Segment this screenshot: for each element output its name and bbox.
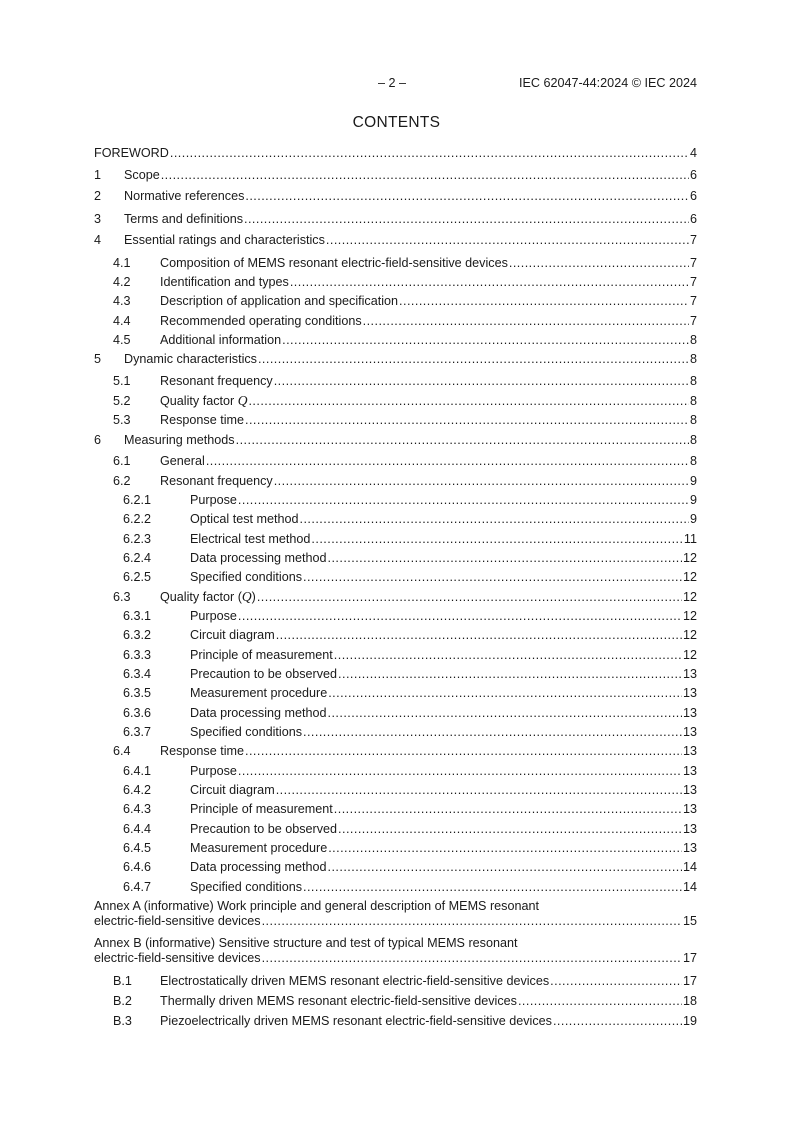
toc-entry-page: 13 <box>682 783 697 797</box>
toc-entry-number: 4.5 <box>113 333 131 347</box>
toc-entry-page: 8 <box>689 394 697 408</box>
toc-entry-number: B.3 <box>113 1014 132 1028</box>
toc-entry-number: 5.3 <box>113 413 131 427</box>
toc-entry-number: 6.3.6 <box>123 706 152 720</box>
dot-leader <box>206 453 689 469</box>
toc-entry-number: 6.2.5 <box>123 570 152 584</box>
dot-leader <box>303 724 682 740</box>
dot-leader <box>328 705 682 721</box>
toc-entry-title <box>190 627 275 643</box>
toc-entry-title-text: Additional information <box>160 333 282 347</box>
dot-leader <box>363 313 689 329</box>
toc-entry-title <box>160 373 273 389</box>
toc-entry[interactable] <box>123 511 697 527</box>
toc-entry-number: 6.4.4 <box>123 822 152 836</box>
toc-entry-page: 9 <box>689 474 697 488</box>
dot-leader <box>170 145 689 161</box>
toc-entry-page: 12 <box>682 628 697 642</box>
toc-entry-title-text: Response time <box>160 744 244 758</box>
toc-entry-title <box>190 724 302 740</box>
contents-title: CONTENTS <box>352 114 441 131</box>
toc-entry-title <box>160 453 205 469</box>
toc-entry-page: 4 <box>689 146 697 160</box>
toc-entry-title <box>124 232 325 248</box>
toc-entry-number: 6.4 <box>113 744 131 758</box>
toc-entry-page: 15 <box>682 914 697 928</box>
toc-entry[interactable] <box>113 473 697 489</box>
toc-entry-title <box>160 1013 552 1029</box>
toc-entry-page: 7 <box>689 294 697 308</box>
toc-entry-number: 2 <box>94 189 102 203</box>
toc-entry-title <box>94 913 261 929</box>
toc-entry-number: 6.3.5 <box>123 686 152 700</box>
toc-entry-page: 13 <box>682 686 697 700</box>
toc-entry[interactable] <box>113 393 697 409</box>
toc-entry-title <box>190 840 327 856</box>
toc-entry-title <box>160 332 281 348</box>
toc-entry-title-text: Purpose <box>190 764 237 778</box>
dot-leader <box>236 432 689 448</box>
dot-leader <box>300 511 689 527</box>
dot-leader <box>550 973 682 989</box>
toc-entry[interactable] <box>94 351 697 367</box>
toc-entry-title-text: Quality factor <box>160 394 238 408</box>
toc-entry-number: 6.4.5 <box>123 841 152 855</box>
toc-entry-number: 6.2.4 <box>123 551 152 565</box>
toc-entry-number: 4.4 <box>113 314 131 328</box>
dot-leader <box>238 763 682 779</box>
toc-entry-title <box>124 167 160 183</box>
toc-entry-page: 8 <box>689 333 697 347</box>
toc-entry-page: 13 <box>682 841 697 855</box>
toc-entry-page: 6 <box>689 212 697 226</box>
toc-entry-page: 9 <box>689 512 697 526</box>
toc-entry-title-text: Resonant frequency <box>160 474 273 488</box>
dot-leader <box>276 627 682 643</box>
toc-entry-title <box>94 145 169 161</box>
toc-entry-title-text: Normative references <box>124 189 245 203</box>
toc-entry-title-text: General <box>160 454 205 468</box>
toc-entry-title <box>190 666 337 682</box>
toc-entry-title-text: Thermally driven MEMS resonant electric-field-sensitive devices <box>160 994 517 1008</box>
toc-entry-number: 6 <box>94 433 102 447</box>
toc-entry-page: 8 <box>689 374 697 388</box>
toc-entry[interactable] <box>123 782 697 798</box>
toc-entry-title-text: Specified conditions <box>190 725 303 739</box>
toc-entry-page: 18 <box>682 994 697 1008</box>
toc-entry[interactable] <box>113 453 697 469</box>
toc-entry[interactable] <box>113 332 697 348</box>
toc-entry[interactable] <box>113 973 697 989</box>
toc-entry-number: 6.3.7 <box>123 725 152 739</box>
toc-entry-title-text: Data processing method <box>190 860 327 874</box>
dot-leader <box>161 167 689 183</box>
toc-entry-number: 4.3 <box>113 294 131 308</box>
toc-entry-title <box>160 274 289 290</box>
toc-entry[interactable] <box>113 313 697 329</box>
toc-entry[interactable] <box>113 293 697 309</box>
toc-entry[interactable] <box>123 705 697 721</box>
toc-entry-page: 12 <box>682 590 697 604</box>
toc-entry-title-line1[interactable]: Annex A (informative) Work principle and general description of MEMS resonant <box>94 899 539 913</box>
toc-entry-number: 5.1 <box>113 374 131 388</box>
toc-entry-number: 6.3.2 <box>123 628 152 642</box>
dot-leader <box>238 492 689 508</box>
toc-entry-page: 12 <box>682 609 697 623</box>
dot-leader <box>257 589 682 605</box>
toc-entry[interactable] <box>123 550 697 566</box>
dot-leader <box>334 647 682 663</box>
toc-entry-title <box>190 685 327 701</box>
toc-entry-page: 19 <box>682 1014 697 1028</box>
toc-entry-title <box>160 473 273 489</box>
dot-leader <box>553 1013 682 1029</box>
toc-entry-page: 14 <box>682 860 697 874</box>
toc-entry[interactable] <box>123 627 697 643</box>
toc-entry-page: 12 <box>682 551 697 565</box>
toc-entry-number: 6.2 <box>113 474 131 488</box>
toc-entry[interactable] <box>123 531 697 547</box>
toc-entry-page: 17 <box>682 974 697 988</box>
dot-leader <box>290 274 689 290</box>
toc-entry[interactable] <box>94 188 697 204</box>
toc-entry-title-text: Circuit diagram <box>190 783 275 797</box>
toc-entry[interactable] <box>123 840 697 856</box>
toc-entry-page: 13 <box>682 744 697 758</box>
toc-entry-page: 7 <box>689 314 697 328</box>
dot-leader <box>244 211 689 227</box>
toc-entry-title-text: Measuring methods <box>124 433 235 447</box>
toc-entry-number: 5.2 <box>113 394 131 408</box>
toc-entry-title-suffix: ) <box>251 590 256 604</box>
toc-entry-number: 6.3.1 <box>123 609 152 623</box>
toc-entry-title <box>190 782 275 798</box>
toc-entry-title-text: Data processing method <box>190 551 327 565</box>
toc-entry-title <box>160 589 256 605</box>
toc-entry-page: 6 <box>689 189 697 203</box>
toc-entry-page: 14 <box>682 880 697 894</box>
dot-leader <box>274 373 689 389</box>
toc-entry-title <box>190 531 310 547</box>
toc-entry-title <box>190 511 299 527</box>
toc-entry-title-text: Electrical test method <box>190 532 311 546</box>
toc-entry-title-text: Identification and types <box>160 275 289 289</box>
toc-entry-page: 11 <box>683 532 697 546</box>
toc-entry-page: 17 <box>682 951 697 965</box>
toc-entry-title <box>160 393 247 409</box>
toc-entry[interactable] <box>94 950 697 966</box>
toc-entry-title-text: Dynamic characteristics <box>124 352 257 366</box>
toc-entry[interactable] <box>123 492 697 508</box>
toc-entry-title <box>190 705 327 721</box>
dot-leader <box>276 782 682 798</box>
toc-entry-page: 8 <box>689 454 697 468</box>
dot-leader <box>282 332 689 348</box>
toc-entry[interactable] <box>94 913 697 929</box>
toc-entry-title-text: Specified conditions <box>190 570 303 584</box>
toc-entry-title-text: Purpose <box>190 609 237 623</box>
toc-entry[interactable] <box>113 373 697 389</box>
toc-entry-title <box>160 293 398 309</box>
toc-entry[interactable] <box>94 232 697 248</box>
toc-entry-number: 6.2.3 <box>123 532 152 546</box>
toc-entry-number: B.1 <box>113 974 132 988</box>
toc-entry-title <box>124 351 257 367</box>
toc-entry-title-text: Specified conditions <box>190 880 303 894</box>
toc-entry-title <box>190 647 333 663</box>
toc-entry-title-text: Purpose <box>190 493 237 507</box>
toc-entry-title <box>160 743 244 759</box>
toc-entry-title <box>190 859 327 875</box>
toc-entry-title-text: Description of application and specification <box>160 294 399 308</box>
toc-entry-title-text: Response time <box>160 413 244 427</box>
toc-entry-page: 13 <box>682 706 697 720</box>
toc-entry-title-text: Recommended operating conditions <box>160 314 362 328</box>
toc-entry-page: 13 <box>682 667 697 681</box>
toc-entry[interactable] <box>113 1013 697 1029</box>
toc-entry[interactable] <box>123 879 697 895</box>
toc-entry-page: 13 <box>682 822 697 836</box>
toc-entry-title <box>160 412 244 428</box>
toc-entry-page: 7 <box>689 233 697 247</box>
toc-entry-number: 4 <box>94 233 102 247</box>
toc-entry-page: 9 <box>689 493 697 507</box>
dot-leader <box>399 293 689 309</box>
toc-entry-title-text: Circuit diagram <box>190 628 275 642</box>
dot-leader <box>311 531 683 547</box>
dot-leader <box>238 608 682 624</box>
dot-leader <box>326 232 689 248</box>
toc-entry-title <box>124 432 235 448</box>
dot-leader <box>303 569 682 585</box>
toc-entry[interactable] <box>113 743 697 759</box>
toc-entry[interactable] <box>123 859 697 875</box>
toc-entry-title <box>94 950 261 966</box>
toc-entry[interactable] <box>123 801 697 817</box>
toc-entry-title-text: Measurement procedure <box>190 841 328 855</box>
toc-entry-number: 5 <box>94 352 102 366</box>
toc-entry[interactable] <box>123 647 697 663</box>
toc-entry[interactable] <box>113 993 697 1009</box>
toc-entry-page: 7 <box>689 256 697 270</box>
toc-entry-title-text: Terms and definitions <box>124 212 244 226</box>
toc-entry-number: 6.2.2 <box>123 512 152 526</box>
dot-leader <box>328 840 682 856</box>
toc-entry[interactable] <box>123 763 697 779</box>
toc-entry[interactable] <box>123 608 697 624</box>
dot-leader <box>248 393 689 409</box>
quality-factor-symbol: Q <box>241 589 252 604</box>
dot-leader <box>328 685 682 701</box>
toc-entry[interactable] <box>123 685 697 701</box>
toc-entry-number: 6.2.1 <box>123 493 152 507</box>
toc-entry-page: 8 <box>689 433 697 447</box>
dot-leader <box>328 859 682 875</box>
toc-entry-page: 12 <box>682 648 697 662</box>
toc-entry-title-text: Optical test method <box>190 512 299 526</box>
toc-entry-title-text: FOREWORD <box>94 146 169 160</box>
toc-entry[interactable] <box>113 589 697 605</box>
toc-entry-page: 8 <box>689 352 697 366</box>
quality-factor-symbol: Q <box>237 393 248 408</box>
toc-entry-title <box>124 188 244 204</box>
dot-leader <box>258 351 689 367</box>
toc-entry-number: 1 <box>94 168 102 182</box>
toc-entry-title <box>190 763 237 779</box>
page-number: – 2 – <box>378 76 407 90</box>
toc-entry[interactable] <box>113 412 697 428</box>
toc-entry-title <box>124 211 243 227</box>
dot-leader <box>518 993 682 1009</box>
dot-leader <box>328 550 682 566</box>
toc-entry-number: 6.3.4 <box>123 667 152 681</box>
toc-entry-number: 6.3 <box>113 590 131 604</box>
toc-entry-title <box>160 255 508 271</box>
toc-entry-title-text: Resonant frequency <box>160 374 273 388</box>
dot-leader <box>245 188 689 204</box>
dot-leader <box>262 913 682 929</box>
toc-entry-page: 13 <box>682 764 697 778</box>
toc-entry[interactable] <box>94 167 697 183</box>
toc-entry[interactable] <box>123 569 697 585</box>
dot-leader <box>274 473 689 489</box>
dot-leader <box>245 743 682 759</box>
toc-entry-title <box>190 569 302 585</box>
toc-entry-number: 4.2 <box>113 275 131 289</box>
toc-entry-title <box>190 550 327 566</box>
toc-entry-title-text: Essential ratings and characteristics <box>124 233 325 247</box>
toc-entry-title <box>190 879 302 895</box>
toc-entry-page: 13 <box>682 802 697 816</box>
dot-leader <box>245 412 689 428</box>
toc-entry-title-text: electric-field-sensitive devices <box>94 914 261 928</box>
toc-entry-number: 6.4.3 <box>123 802 152 816</box>
toc-entry-number: 4.1 <box>113 256 131 270</box>
toc-entry[interactable] <box>94 432 697 448</box>
toc-entry[interactable] <box>123 666 697 682</box>
toc-entry-title-text: Measurement procedure <box>190 686 328 700</box>
toc-entry-number: B.2 <box>113 994 132 1008</box>
toc-entry[interactable] <box>94 145 697 161</box>
toc-entry-title-text: electric-field-sensitive devices <box>94 951 261 965</box>
toc-entry-title-text: Principle of measurement <box>190 802 333 816</box>
toc-entry-number: 6.4.6 <box>123 860 152 874</box>
toc-entry-title-text: Piezoelectrically driven MEMS resonant electric-field-sensitive devices <box>160 1014 552 1028</box>
toc-entry-title <box>190 821 337 837</box>
toc-entry[interactable] <box>113 274 697 290</box>
toc-entry-number: 3 <box>94 212 102 226</box>
toc-entry-title <box>160 973 549 989</box>
toc-entry-number: 6.1 <box>113 454 131 468</box>
dot-leader <box>509 255 689 271</box>
toc-entry-title-text: Precaution to be observed <box>190 822 338 836</box>
toc-entry-number: 6.3.3 <box>123 648 152 662</box>
toc-entry-title-text: Data processing method <box>190 706 327 720</box>
toc-entry-number: 6.4.2 <box>123 783 152 797</box>
toc-entry-number: 6.4.1 <box>123 764 152 778</box>
toc-entry-page: 13 <box>682 725 697 739</box>
dot-leader <box>338 666 682 682</box>
toc-entry-page: 12 <box>682 570 697 584</box>
toc-entry-page: 8 <box>689 413 697 427</box>
toc-entry-title-text: Principle of measurement <box>190 648 333 662</box>
toc-entry-title <box>190 492 237 508</box>
toc-entry-title <box>160 313 362 329</box>
toc-entry-title-text: Electrostatically driven MEMS resonant electric-field-sensitive devices <box>160 974 550 988</box>
toc-entry-number: 6.4.7 <box>123 880 152 894</box>
toc-entry-title-text: Precaution to be observed <box>190 667 338 681</box>
toc-entry-title <box>190 608 237 624</box>
dot-leader <box>262 950 682 966</box>
toc-entry[interactable] <box>94 211 697 227</box>
toc-entry[interactable] <box>113 255 697 271</box>
toc-entry-title-text: Scope <box>124 168 160 182</box>
toc-entry-title <box>160 993 517 1009</box>
toc-entry[interactable] <box>123 821 697 837</box>
toc-entry-page: 6 <box>689 168 697 182</box>
toc-entry[interactable] <box>123 724 697 740</box>
toc-entry-page: 7 <box>689 275 697 289</box>
toc-entry-title <box>190 801 333 817</box>
toc-entry-title-text: Composition of MEMS resonant electric-field-sensitive devices <box>160 256 508 270</box>
toc-entry-title-line1[interactable]: Annex B (informative) Sensitive structure and test of typical MEMS resonant <box>94 936 518 950</box>
dot-leader <box>334 801 682 817</box>
toc-entry-title-text: Quality factor ( <box>160 590 242 604</box>
dot-leader <box>338 821 682 837</box>
dot-leader <box>303 879 682 895</box>
standard-reference: IEC 62047-44:2024 © IEC 2024 <box>518 76 697 90</box>
